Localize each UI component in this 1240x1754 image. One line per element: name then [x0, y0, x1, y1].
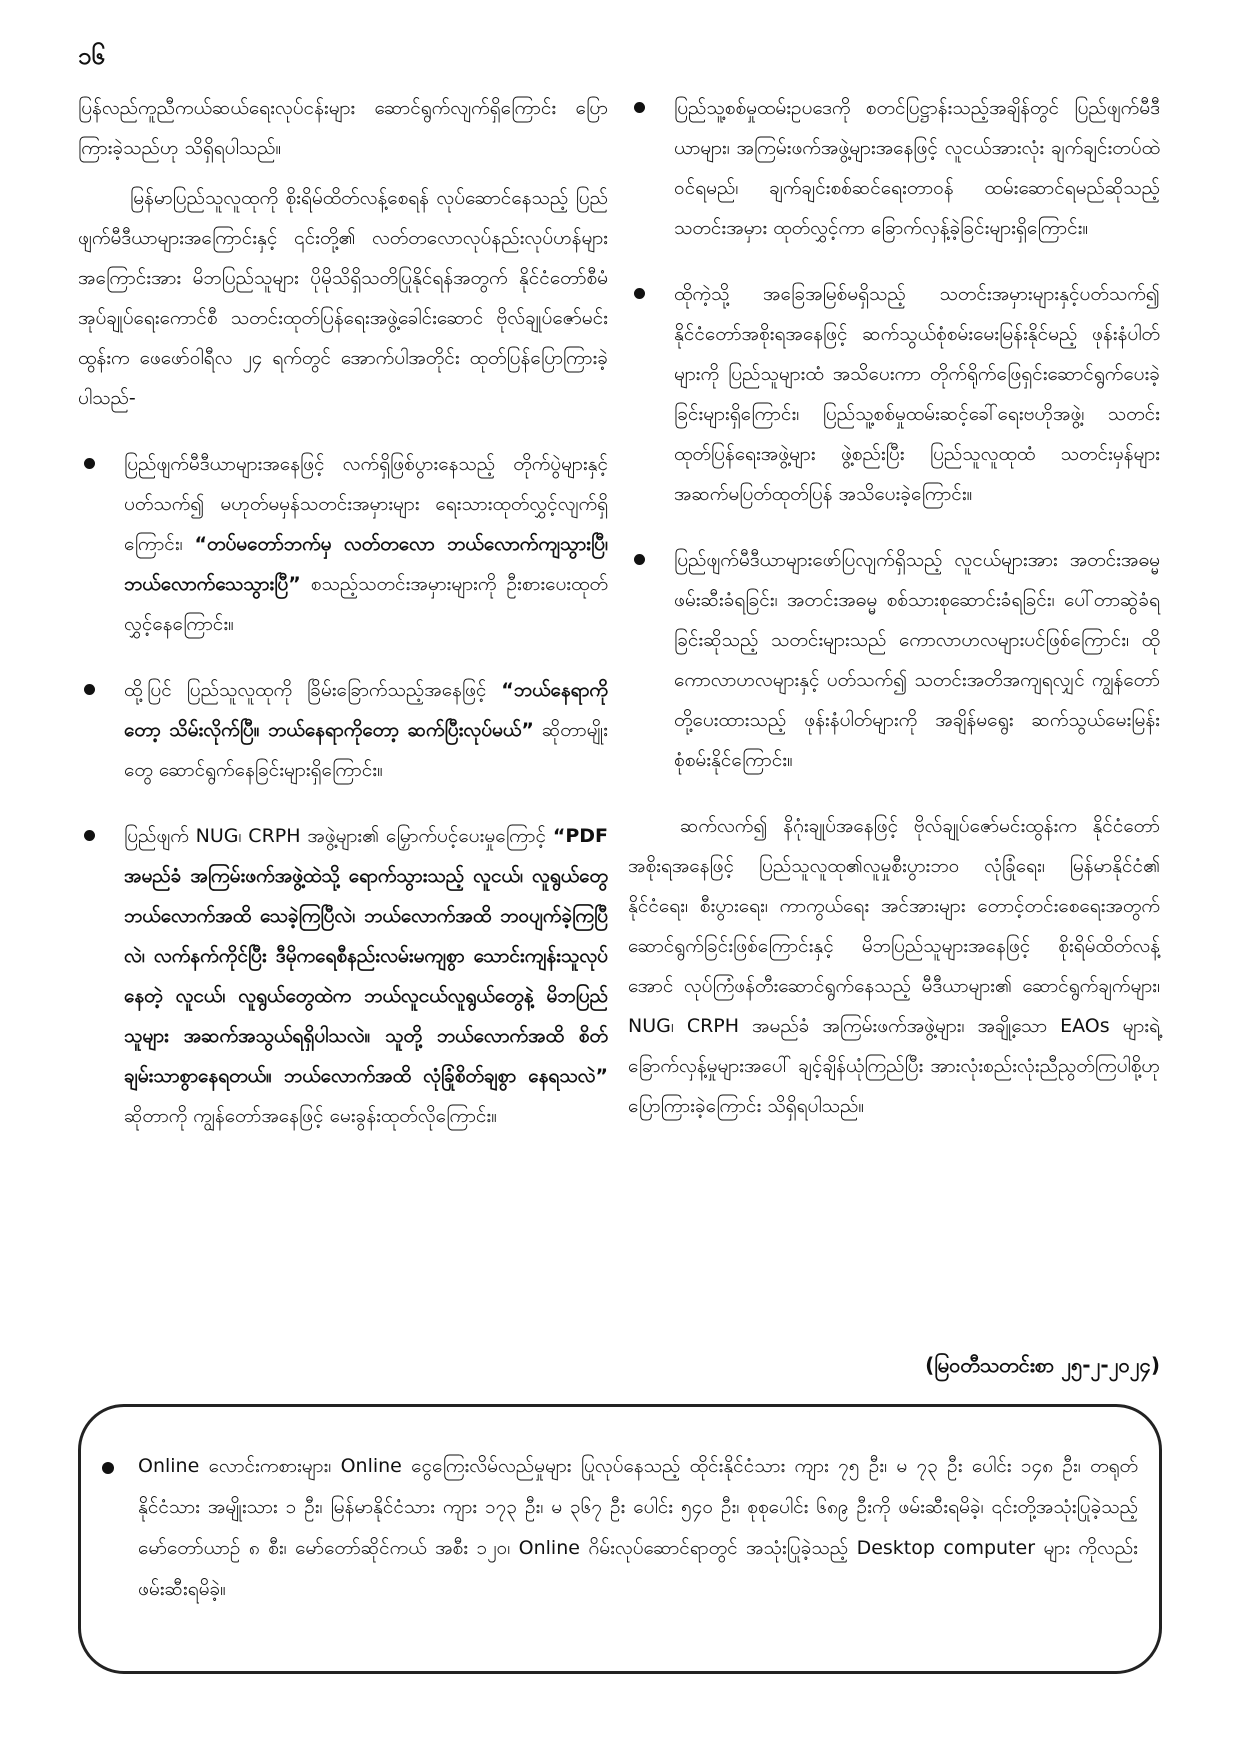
- bullet-text-tail: စသည့်သတင်းအမှားများကို ဦးစားပေးထုတ်လွှင့်နေကြောင်း။: [124, 573, 608, 635]
- paragraph-intro: မြန်မာပြည်သူလူထုကို စိုးရိမ်ထိတ်လန့်စေရန် လုပ်ဆောင်နေသည့် ပြည်ဖျက်မီဒီယာများအကြောင်းနှင့် ၎င်းတို့၏ လတ်တလောလုပ်နည်းလုပ်ဟန်များအကြောင်းအား မိဘပြည်သူများ ပိုမိုသိရှိသတိပြုနိုင်ရန်အတွက် နိုင်ငံတော်စီမံအုပ်ချုပ်ရေးကောင်စီ သတင်းထုတ်ပြန်ရေးအဖွဲ့ခေါင်းဆောင် ဗိုလ်ချုပ်ဇော်မင်းထွန်းက ဖေဖော်ဝါရီလ ၂၄ ရက်တွင် အောက်ပါအတိုင်း ထုတ်ပြန်ပြောကြားခဲ့ပါသည်-: [78, 187, 608, 409]
- bullet-item-4: [628, 88, 1160, 248]
- bullet-text: ပြည်ဖျက်မီဒီယာများဖော်ပြလျက်ရှိသည့် လူငယ်များအား အတင်းအဓမ္မ ဖမ်းဆီးခံရခြင်း၊ အတင်းအဓမ္မ စစ်သားစုဆောင်းခံရခြင်း၊ ပေါ်တာဆွဲခံရခြင်းဆိုသည့် သတင်းများသည် ကောလာဟလများပင်ဖြစ်ကြောင်း၊ ထိုကောလာဟလများနှင့် ပတ်သက်၍ သတင်းအတိအကျရလျှင် ကျွန်တော်တို့ပေးထားသည့် ဖုန်းနံပါတ်များကို အချိန်မရွေး ဆက်သွယ်မေးမြန်း စုံစမ်းနိုင်ကြောင်း။: [674, 549, 1160, 771]
- bullet-dot-icon: [102, 1462, 114, 1474]
- bullet-item-6: [628, 540, 1160, 780]
- bullet-text-tail: ဆိုတာမျိုးတွေ ဆောင်ရွက်နေခြင်းများရှိကြောင်း။: [124, 719, 608, 781]
- bullet-text: ပြည်ဖျက်မီဒီယာများအနေဖြင့် လက်ရှိဖြစ်ပွားနေသည့် တိုက်ပွဲများနှင့်ပတ်သက်၍ မဟုတ်မမှန်သတင်းအမှားများ ရေးသားထုတ်လွှင့်လျက်ရှိကြောင်း၊: [124, 453, 608, 555]
- bullet-dot-icon: [84, 684, 95, 695]
- bullet-text-tail: ဆိုတာကို ကျွန်တော်အနေဖြင့် မေးခွန်းထုတ်လိုကြောင်း။: [124, 1105, 498, 1127]
- bullet-item-5: [628, 274, 1160, 514]
- page-number: ၁၆: [78, 42, 105, 70]
- left-column: [78, 88, 608, 1162]
- bullet-dot-icon: [634, 554, 645, 565]
- bullet-item-3: [78, 816, 608, 1136]
- bullet-text: ပြည်ဖျက် NUG၊ CRPH အဖွဲ့များ၏ မြှောက်ပင့်ပေးမှုကြောင့်: [124, 825, 553, 847]
- bullet-dot-icon: [84, 830, 95, 841]
- bullet-text: ထို့ပြင် ပြည်သူလူထုကို ခြိမ်းခြောက်သည့်အနေဖြင့်: [124, 679, 502, 701]
- paragraph-continuation: ပြန်လည်ကူညီကယ်ဆယ်ရေးလုပ်ငန်းများ ဆောင်ရွက်လျက်ရှိကြောင်း ပြောကြားခဲ့သည်ဟု သိရှိရပါသည်။: [78, 97, 608, 159]
- bullet-quote: “တပ်မတော်ဘက်မှ လတ်တလော ဘယ်လောက်ကျသွားပြီ၊ ဘယ်လောက်သေသွားပြီ”: [124, 533, 608, 595]
- bullet-dot-icon: [634, 288, 645, 299]
- note-text: Online လောင်းကစားများ၊ Online ငွေကြေးလိမ်လည်မှုများ ပြုလုပ်နေသည့် ထိုင်းနိုင်ငံသား ကျား ၇၅ ဦး၊ မ ၇၃ ဦး ပေါင်း ၁၄၈ ဦး၊ တရုတ်နိုင်ငံသား အမျိုးသား ၁ ဦး၊ မြန်မာနိုင်ငံသား ကျား ၁၇၃ ဦး၊ မ ၃၆၇ ဦး ပေါင်း ၅၄၀ ဦး၊ စုစုပေါင်း ၆၈၉ ဦးကို ဖမ်းဆီးရမိခဲ့၊ ၎င်းတို့အသုံးပြုခဲ့သည့် မော်တော်ယာဉ် ၈ စီး၊ မော်တော်ဆိုင်ကယ် အစီး ၁၂၀၊ Online ဂိမ်းလုပ်ဆောင်ရာတွင် အသုံးပြုခဲ့သည့် Desktop computer များ ကိုလည်း ဖမ်းဆီးရမိခဲ့။: [138, 1455, 1138, 1600]
- bullet-text: ပြည်သူ့စစ်မှုထမ်းဥပဒေကို စတင်ပြဋ္ဌာန်းသည့်အချိန်တွင် ပြည်ဖျက်မီဒီယာများ၊ အကြမ်းဖက်အဖွဲ့များအနေဖြင့် လူငယ်အားလုံး ချက်ချင်းတပ်ထဲဝင်ရမည်၊ ချက်ချင်းစစ်ဆင်ရေးတာဝန် ထမ်းဆောင်ရမည်ဆိုသည့် သတင်းအမှား ထုတ်လွှင့်ကာ ခြောက်လှန့်ခဲ့ခြင်းများရှိကြောင်း။: [674, 97, 1160, 239]
- source-citation: (မြဝတီသတင်းစာ ၂၅-၂-၂၀၂၄): [925, 1353, 1160, 1377]
- paragraph-conclusion: ဆက်လက်၍ နိဂုံးချုပ်အနေဖြင့် ဗိုလ်ချုပ်ဇော်မင်းထွန်းက နိုင်ငံတော်အစိုးရအနေဖြင့် ပြည်သူလူထု၏လူမှုစီးပွားဘဝ လုံခြုံရေး၊ မြန်မာနိုင်ငံ၏ နိုင်ငံရေး၊ စီးပွားရေး၊ ကာကွယ်ရေး အင်အားများ တောင့်တင်းစေရေးအတွက် ဆောင်ရွက်ခြင်းဖြစ်ကြောင်းနှင့် မိဘပြည်သူများအနေဖြင့် စိုးရိမ်ထိတ်လန့်အောင် လုပ်ကြံဖန်တီးဆောင်ရွက်နေသည့် မီဒီယာများ၏ ဆောင်ရွက်ချက်များ၊ NUG၊ CRPH အမည်ခံ အကြမ်းဖက်အဖွဲ့များ၊ အချို့သော EAOs များရဲ့ ခြောက်လှန့်မှုများအပေါ် ချင့်ချိန်ယုံကြည်ပြီး အားလုံးစည်းလုံးညီညွတ်ကြပါစို့ဟု ပြောကြားခဲ့ကြောင်း သိရှိရပါသည်။: [628, 815, 1160, 1117]
- bullet-quote: “ဘယ်နေရာကိုတော့ သိမ်းလိုက်ပြီ။ ဘယ်နေရာကိုတော့ ဆက်ပြီးလုပ်မယ်”: [124, 679, 608, 741]
- bullet-quote: “PDF အမည်ခံ အကြမ်းဖက်အဖွဲ့ထဲသို့ ရောက်သွားသည့် လူငယ်၊ လူရွယ်တွေ ဘယ်လောက်အထိ သေခဲ့ကြပြီလဲ၊ ဘယ်လောက်အထိ ဘဝပျက်ခဲ့ကြပြီလဲ၊ လက်နက်ကိုင်ပြီး ဒီမိုကရေစီနည်းလမ်းမကျစွာ သောင်းကျန်းသူလုပ်နေတဲ့ လူငယ်၊ လူရွယ်တွေထဲက ဘယ်လူငယ်လူရွယ်တွေနဲ့ မိဘပြည်သူများ အဆက်အသွယ်ရရှိပါသလဲ။ သူတို့ ဘယ်လောက်အထိ စိတ်ချမ်းသာစွာနေရတယ်။ ဘယ်လောက်အထိ လုံခြုံစိတ်ချစွာ နေရသလဲ”: [124, 825, 608, 1087]
- bullet-text: ထိုကဲ့သို့ အခြေအမြစ်မရှိသည့် သတင်းအမှားများနှင့်ပတ်သက်၍ နိုင်ငံတော်အစိုးရအနေဖြင့် ဆက်သွယ်စုံစမ်းမေးမြန်းနိုင်မည့် ဖုန်းနံပါတ်များကို ပြည်သူများထံ အသိပေးကာ တိုက်ရိုက်ဖြေရှင်းဆောင်ရွက်ပေးခဲ့ခြင်းများရှိကြောင်း၊ ပြည်သူ့စစ်မှုထမ်းဆင့်ခေါ်ရေးဗဟိုအဖွဲ့၊ သတင်းထုတ်ပြန်ရေးအဖွဲ့များ ဖွဲ့စည်းပြီး ပြည်သူလူထုထံ သတင်းမှန်များ အဆက်မပြတ်ထုတ်ပြန် အသိပေးခဲ့ကြောင်း။: [674, 283, 1160, 505]
- bullet-dot-icon: [634, 102, 645, 113]
- bullet-dot-icon: [84, 458, 95, 469]
- bullet-item-1: [78, 444, 608, 644]
- bullet-item-2: [78, 670, 608, 790]
- right-column: [628, 88, 1160, 1136]
